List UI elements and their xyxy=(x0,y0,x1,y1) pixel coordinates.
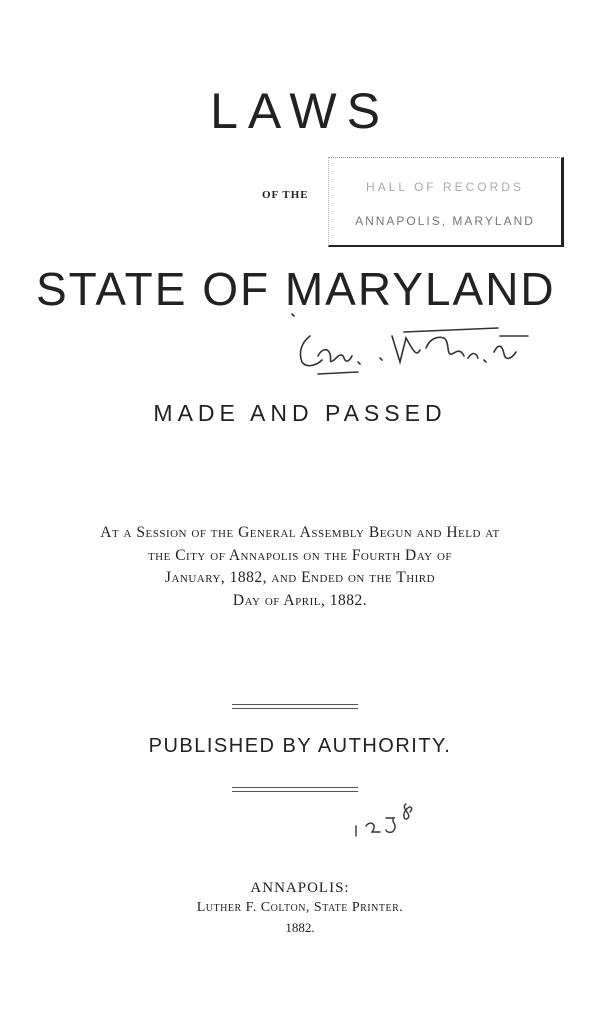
divider-rule-top-1 xyxy=(232,704,358,705)
session-paragraph xyxy=(0,522,600,612)
session-line-1: At a Session of the General Assembly Begun and Held at xyxy=(100,524,500,541)
session-line-4: Day of April, 1882. xyxy=(232,591,368,609)
stamp-line-2: ANNAPOLIS, MARYLAND xyxy=(355,214,535,228)
handwritten-signature xyxy=(288,308,548,378)
session-line-3: January, 1882, and Ended on the Third xyxy=(164,569,436,586)
stamp-line-1: HALL OF RECORDS xyxy=(366,180,524,194)
handwritten-number xyxy=(350,796,420,841)
state-title: STATE OF MARYLAND xyxy=(36,263,556,315)
imprint-city: ANNAPOLIS: xyxy=(250,880,350,896)
made-and-passed: MADE AND PASSED xyxy=(153,400,447,426)
divider-rule-bottom-2 xyxy=(232,791,358,792)
library-stamp xyxy=(328,157,564,247)
imprint-year: 1882. xyxy=(285,920,315,935)
book-title: LAWS xyxy=(210,83,390,139)
session-line-2: the City of Annapolis on the Fourth Day of xyxy=(147,546,453,564)
published-by-authority: PUBLISHED BY AUTHORITY. xyxy=(148,735,452,757)
imprint-printer: Luther F. Colton, State Printer. xyxy=(196,900,404,915)
of-the-label: OF THE xyxy=(262,189,309,201)
divider-rule-bottom-1 xyxy=(232,787,358,788)
divider-rule-top-2 xyxy=(232,708,358,709)
